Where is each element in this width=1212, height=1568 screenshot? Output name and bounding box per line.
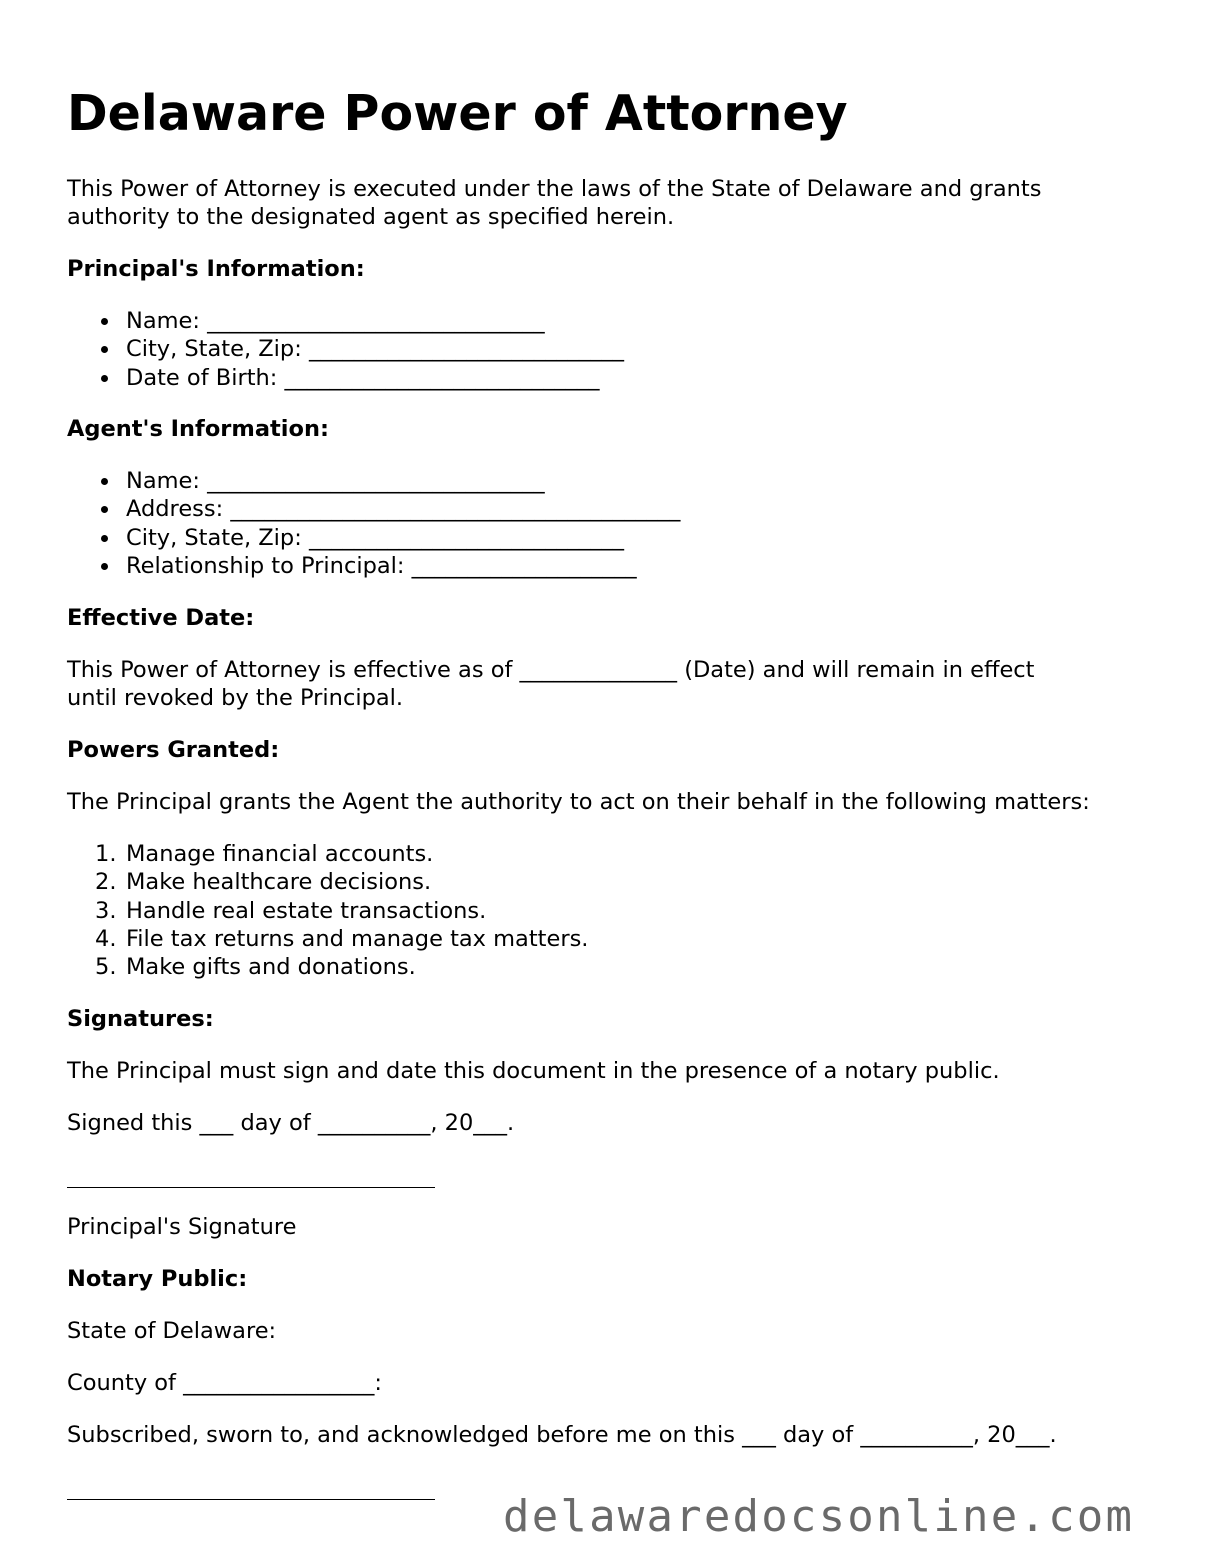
document-title: Delaware Power of Attorney: [67, 85, 848, 142]
principal-heading: Principal's Information:: [67, 256, 365, 282]
list-number: 5.: [95, 954, 117, 981]
intro-line-1: This Power of Attorney is executed under the laws of the State of Delaware and grants: [67, 176, 1042, 202]
signed-line: Signed this ___ day of __________, 20___.: [67, 1110, 515, 1136]
list-number: 1.: [95, 841, 117, 867]
list-item: Name: ______________________________: [67, 467, 680, 495]
agent-heading: Agent's Information:: [67, 416, 329, 442]
principal-signature-label: Principal's Signature: [67, 1214, 297, 1240]
intro-line-2: authority to the designated agent as specified herein.: [67, 204, 675, 230]
signatures-heading: Signatures:: [67, 1006, 214, 1032]
list-item: [67, 840, 588, 868]
list-text: Handle real estate transactions.: [126, 897, 487, 924]
list-item: Relationship to Principal: ____________________: [67, 552, 680, 580]
effective-line-2: until revoked by the Principal.: [67, 685, 404, 711]
list-number: 3.: [95, 897, 117, 924]
watermark: delawaredocsonline.com: [503, 1491, 1135, 1542]
list-text: File tax returns and manage tax matters.: [126, 925, 589, 952]
list-text: Manage financial accounts.: [126, 841, 434, 867]
agent-list: [67, 467, 680, 580]
notary-county: County of _________________:: [67, 1370, 382, 1396]
list-item: Date of Birth: ____________________________: [67, 364, 624, 392]
list-item: City, State, Zip: ____________________________: [67, 335, 624, 363]
notary-subscribed: Subscribed, sworn to, and acknowledged before me on this ___ day of __________, 20___.: [67, 1422, 1057, 1448]
list-item: Name: ______________________________: [67, 307, 624, 335]
principal-signature-line: [67, 1187, 435, 1188]
list-item: Address: ________________________________________: [67, 495, 680, 523]
powers-list: [67, 840, 588, 981]
powers-heading: Powers Granted:: [67, 737, 280, 763]
list-number: 4.: [95, 925, 117, 952]
list-item: [67, 897, 588, 925]
notary-signature-line: [67, 1499, 435, 1500]
effective-line-1: This Power of Attorney is effective as of ______________ (Date) and will remain in effect: [67, 657, 1035, 683]
list-text: Make gifts and donations.: [126, 954, 416, 981]
list-item: City, State, Zip: ____________________________: [67, 524, 680, 552]
signatures-text: The Principal must sign and date this document in the presence of a notary public.: [67, 1058, 1000, 1084]
list-item: [67, 953, 588, 981]
notary-state: State of Delaware:: [67, 1318, 277, 1344]
notary-heading: Notary Public:: [67, 1266, 248, 1292]
list-item: [67, 925, 588, 953]
list-text: Make healthcare decisions.: [126, 869, 432, 896]
powers-text: The Principal grants the Agent the authority to act on their behalf in the following matters:: [67, 789, 1090, 815]
principal-list: [67, 307, 624, 392]
list-item: [67, 868, 588, 896]
effective-heading: Effective Date:: [67, 605, 255, 631]
list-number: 2.: [95, 869, 117, 896]
